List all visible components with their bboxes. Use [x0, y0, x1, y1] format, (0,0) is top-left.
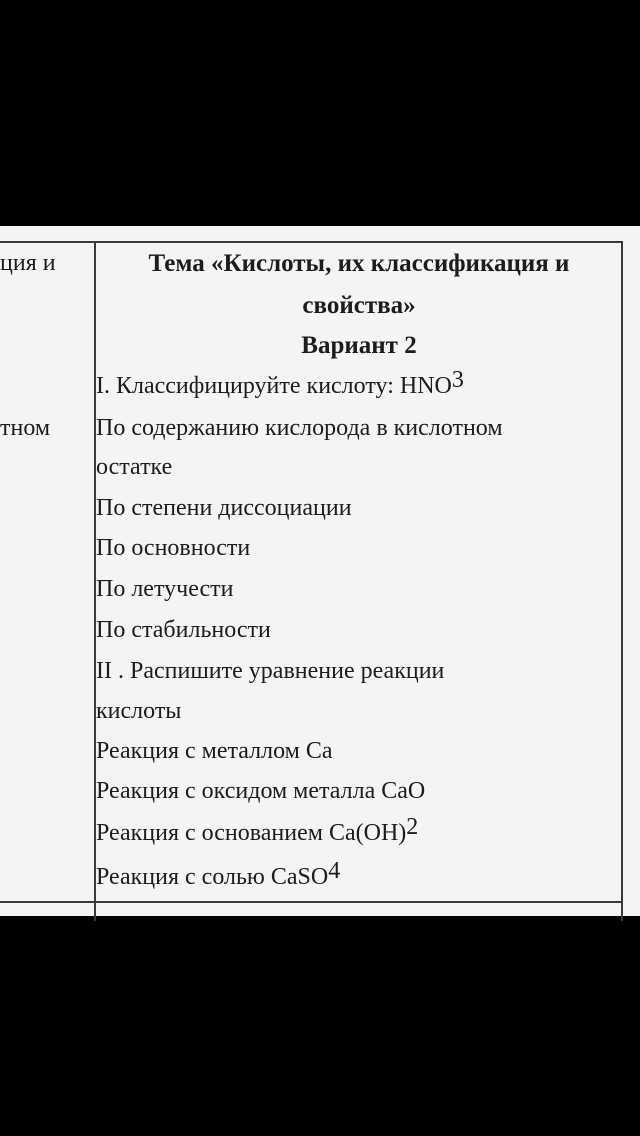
formula-index: 2 [406, 814, 419, 840]
task-1 [96, 367, 464, 400]
left-column-fragment: ция и [0, 250, 56, 276]
topic-title: свойства» [302, 292, 416, 319]
task-2: кислоты [96, 698, 182, 724]
classification-item: По основности [96, 535, 251, 561]
reaction-text: Реакция с солью CaSO [96, 864, 329, 890]
classification-item: По содержанию кислорода в кислотном [96, 415, 503, 441]
formula-index: 3 [451, 367, 464, 393]
classification-item: По степени диссоциации [96, 495, 352, 521]
reaction-item: Реакция с металлом Ca [96, 738, 333, 764]
reaction-item: Реакция с оксидом металла CaO [96, 778, 426, 804]
classification-item: остатке [96, 454, 173, 480]
classification-item: По стабильности [96, 617, 271, 643]
reaction-item [96, 814, 419, 847]
reaction-text: Реакция с основанием Ca(OH) [96, 820, 407, 846]
variant-heading: Вариант 2 [301, 332, 417, 359]
reaction-item [96, 858, 341, 891]
task-1-text: I. Классифицируйте кислоту: HNO [96, 373, 452, 399]
topic-title: Тема «Кислоты, их классификация и [148, 250, 570, 277]
task-2: II . Распишите уравнение реакции [96, 658, 445, 684]
document-photo [0, 226, 640, 916]
classification-item: По летучести [96, 576, 234, 602]
left-column-fragment: тном [0, 415, 51, 441]
formula-index: 4 [328, 858, 341, 884]
